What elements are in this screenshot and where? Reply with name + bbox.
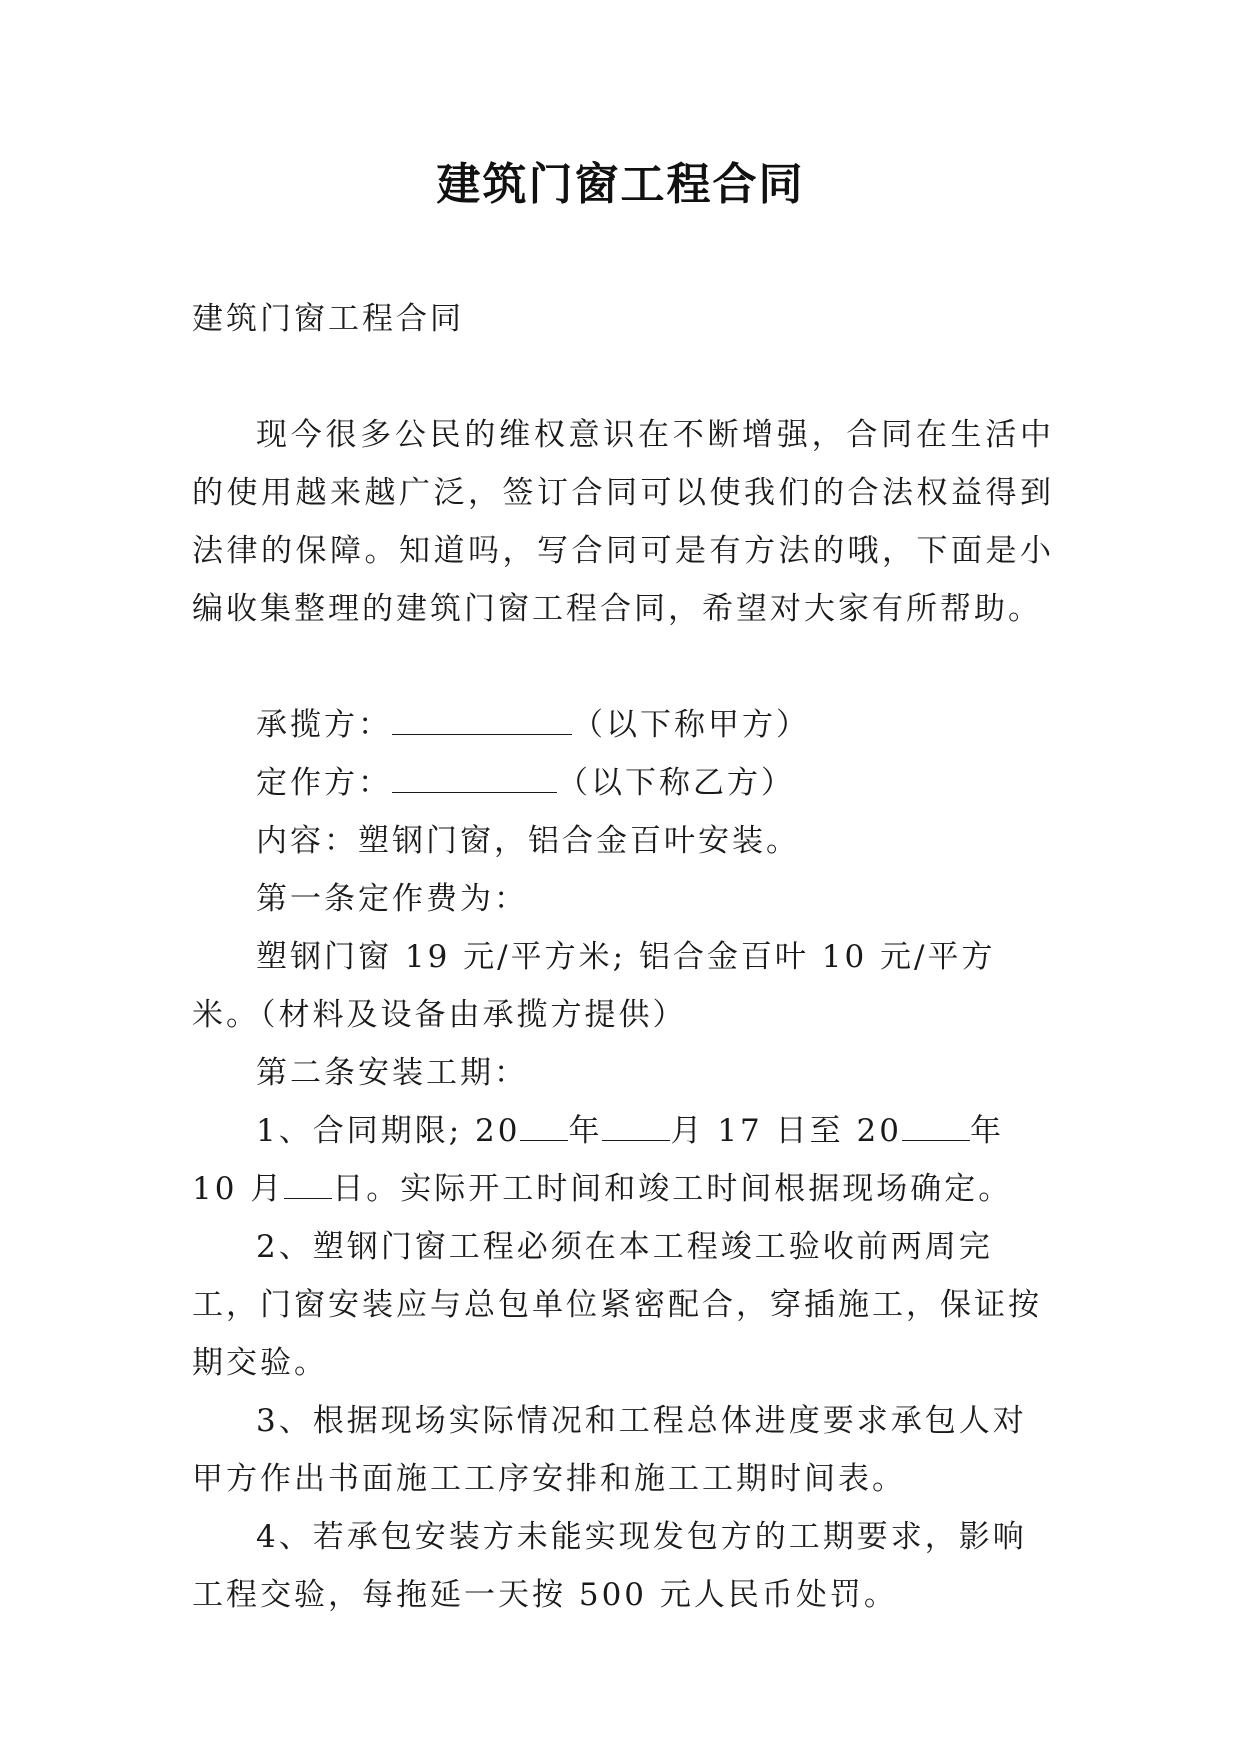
party-a-suffix: （以下称甲方） [572,707,810,743]
item-1-part-4: 年 10 月 [192,1113,1004,1207]
intro-paragraph: 现今很多公民的维权意识在不断增强，合同在生活中的使用越来越广泛，签订合同可以使我们的合法权益得到法律的保障。知道吗，写合同可是有方法的哦，下面是小编收集整理的建筑门窗工程合同，希望对大家有所帮助。 [192,417,1054,627]
party-b-blank [392,766,557,793]
party-b-line [192,754,1054,812]
day-blank [284,1172,332,1199]
content-line: 内容：塑钢门窗，铝合金百叶安装。 [256,823,800,859]
party-b-label: 定作方： [256,765,392,801]
year-blank-2 [902,1114,970,1141]
party-b-suffix: （以下称乙方） [557,765,795,801]
article-2-item-1 [192,1102,1054,1218]
article-2-item-4: 4、若承包安装方未能实现发包方的工期要求，影响工程交验，每拖延一天按 500 元人民币处罚。 [192,1519,1027,1613]
item-1-part-1: 1、合同期限; 20 [256,1113,521,1149]
party-a-line [192,696,1054,754]
item-1-part-2: 年 [568,1113,603,1149]
article-1-body: 塑钢门窗 19 元/平方米; 铝合金百叶 10 元/平方米。（材料及设备由承揽方提供） [192,939,996,1033]
item-1-part-5: 日。实际开工时间和竣工时间根据现场确定。 [332,1171,1013,1207]
document-subtitle: 建筑门窗工程合同 [192,301,464,337]
document-body [192,290,1054,1624]
article-1-heading: 第一条定作费为： [256,881,528,917]
article-2-item-2: 2、塑钢门窗工程必须在本工程竣工验收前两周完工，门窗安装应与总包单位紧密配合，穿插施工，保证按期交验。 [192,1229,1042,1381]
party-a-blank [392,708,572,735]
month-blank [602,1114,670,1141]
article-2-heading: 第二条安装工期： [256,1055,528,1091]
article-2-item-3: 3、根据现场实际情况和工程总体进度要求承包人对甲方作出书面施工工序安排和施工工期时间表。 [192,1403,1027,1497]
item-1-part-3: 月 17 日至 20 [670,1113,902,1149]
document-title: 建筑门窗工程合同 [436,159,805,210]
party-a-label: 承揽方： [256,707,392,743]
year-blank-1 [520,1114,568,1141]
